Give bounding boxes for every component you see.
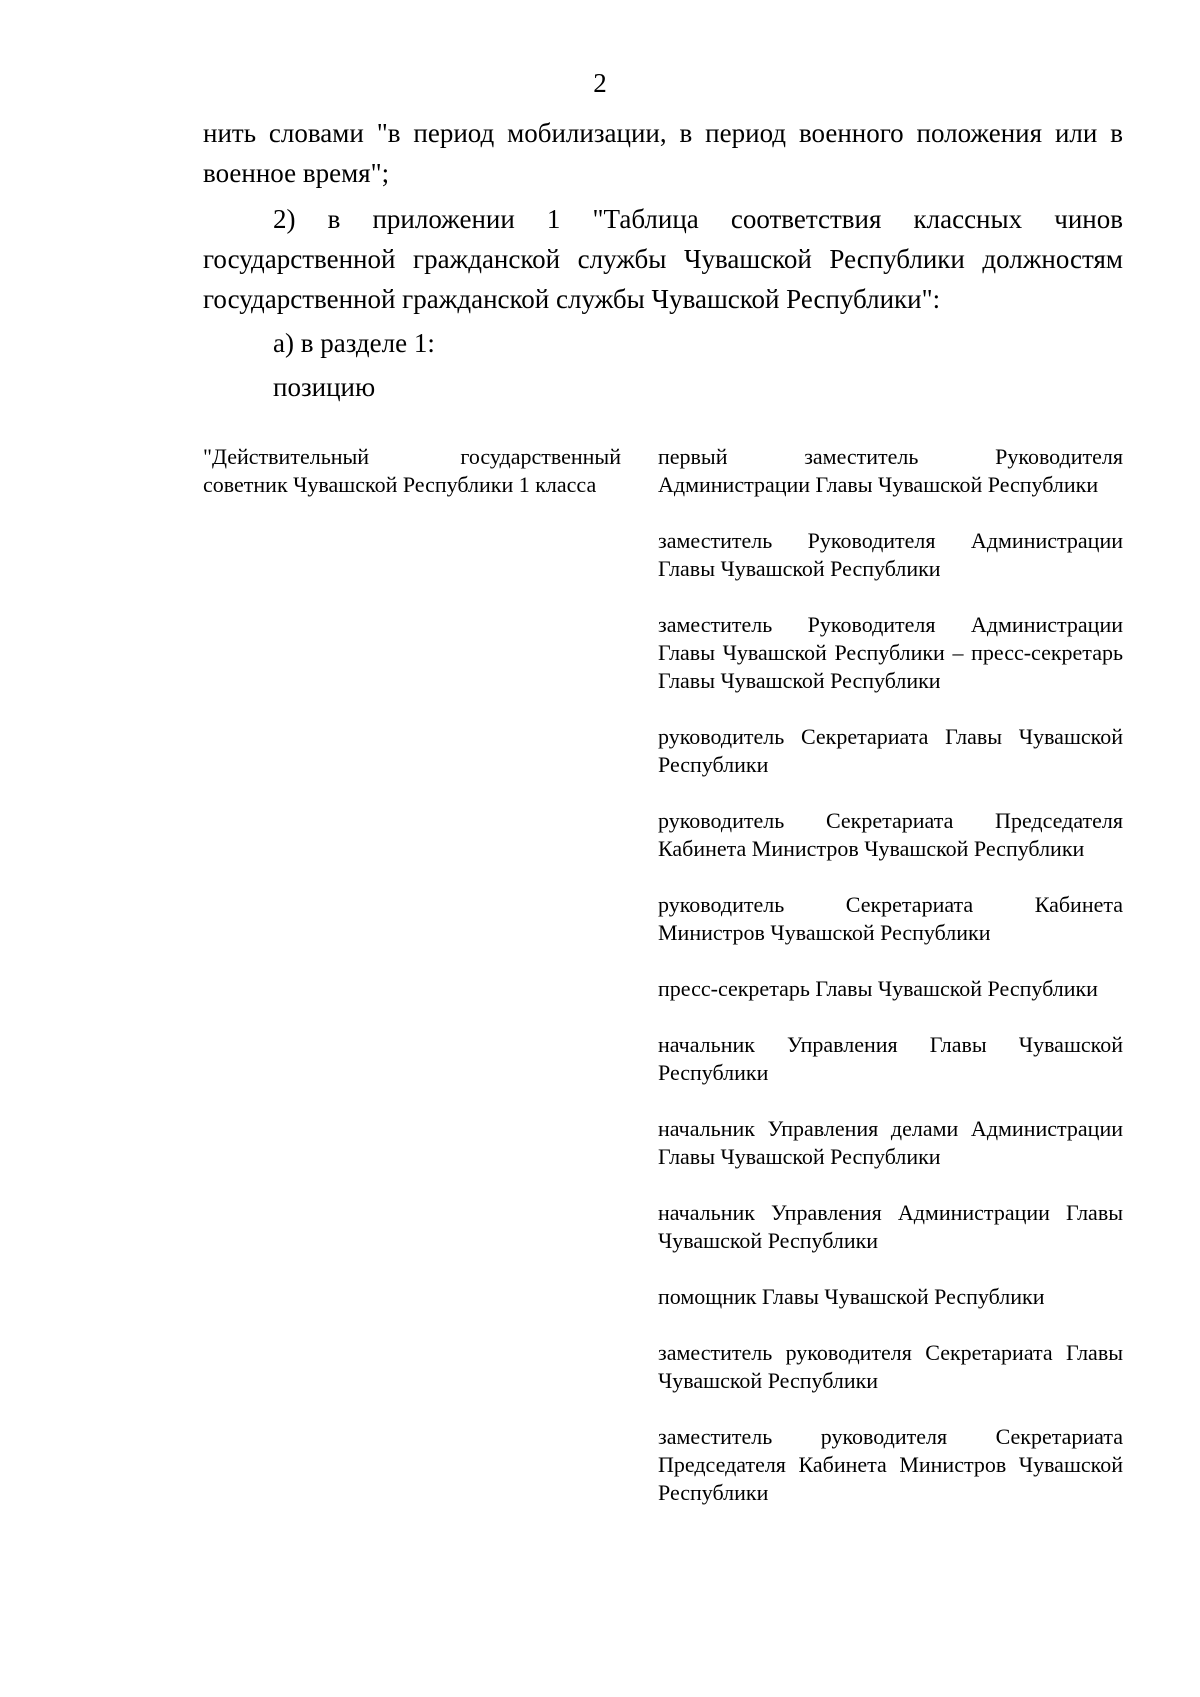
paragraph-position-label: позицию	[273, 372, 376, 402]
paragraph-subitem-a: а) в разделе 1:	[273, 328, 435, 358]
position-item: заместитель Руководителя Администрации Главы Чувашской Республики	[658, 528, 1123, 581]
position-item: руководитель Секретариата Главы Чувашской Республики	[658, 724, 1123, 777]
position-item: начальник Управления делами Администрации Главы Чувашской Республики	[658, 1116, 1123, 1169]
position-item: помощник Главы Чувашской Республики	[658, 1284, 1045, 1309]
paragraph-item-2: 2) в приложении 1 "Таблица соответствия классных чинов государственной гражданской службы Чувашской Республики должностям государственной гражданской службы Чувашской Республики":	[203, 204, 1123, 314]
position-item: начальник Управления Администрации Главы Чувашской Республики	[658, 1200, 1123, 1253]
position-item: руководитель Секретариата Кабинета Министров Чувашской Республики	[658, 892, 1123, 945]
position-item: начальник Управления Главы Чувашской Республики	[658, 1032, 1123, 1085]
page-number: 2	[593, 68, 607, 98]
position-item: заместитель руководителя Секретариата Главы Чувашской Республики	[658, 1340, 1123, 1393]
position-item: заместитель руководителя Секретариата Председателя Кабинета Министров Чувашской Республики	[658, 1424, 1123, 1505]
position-item: первый заместитель Руководителя Администрации Главы Чувашской Республики	[658, 444, 1123, 497]
position-item: заместитель Руководителя Администрации Главы Чувашской Республики – пресс-секретарь Главы Чувашской Республики	[658, 612, 1123, 693]
paragraph-continuation: нить словами "в период мобилизации, в период военного положения или в военное время";	[203, 118, 1123, 188]
rank-cell: "Действительный государственный советник Чувашской Республики 1 класса	[203, 444, 621, 497]
position-item: руководитель Секретариата Председателя Кабинета Министров Чувашской Республики	[658, 808, 1123, 861]
position-item: пресс-секретарь Главы Чувашской Республики	[658, 976, 1098, 1001]
positions-column	[658, 443, 1123, 1535]
